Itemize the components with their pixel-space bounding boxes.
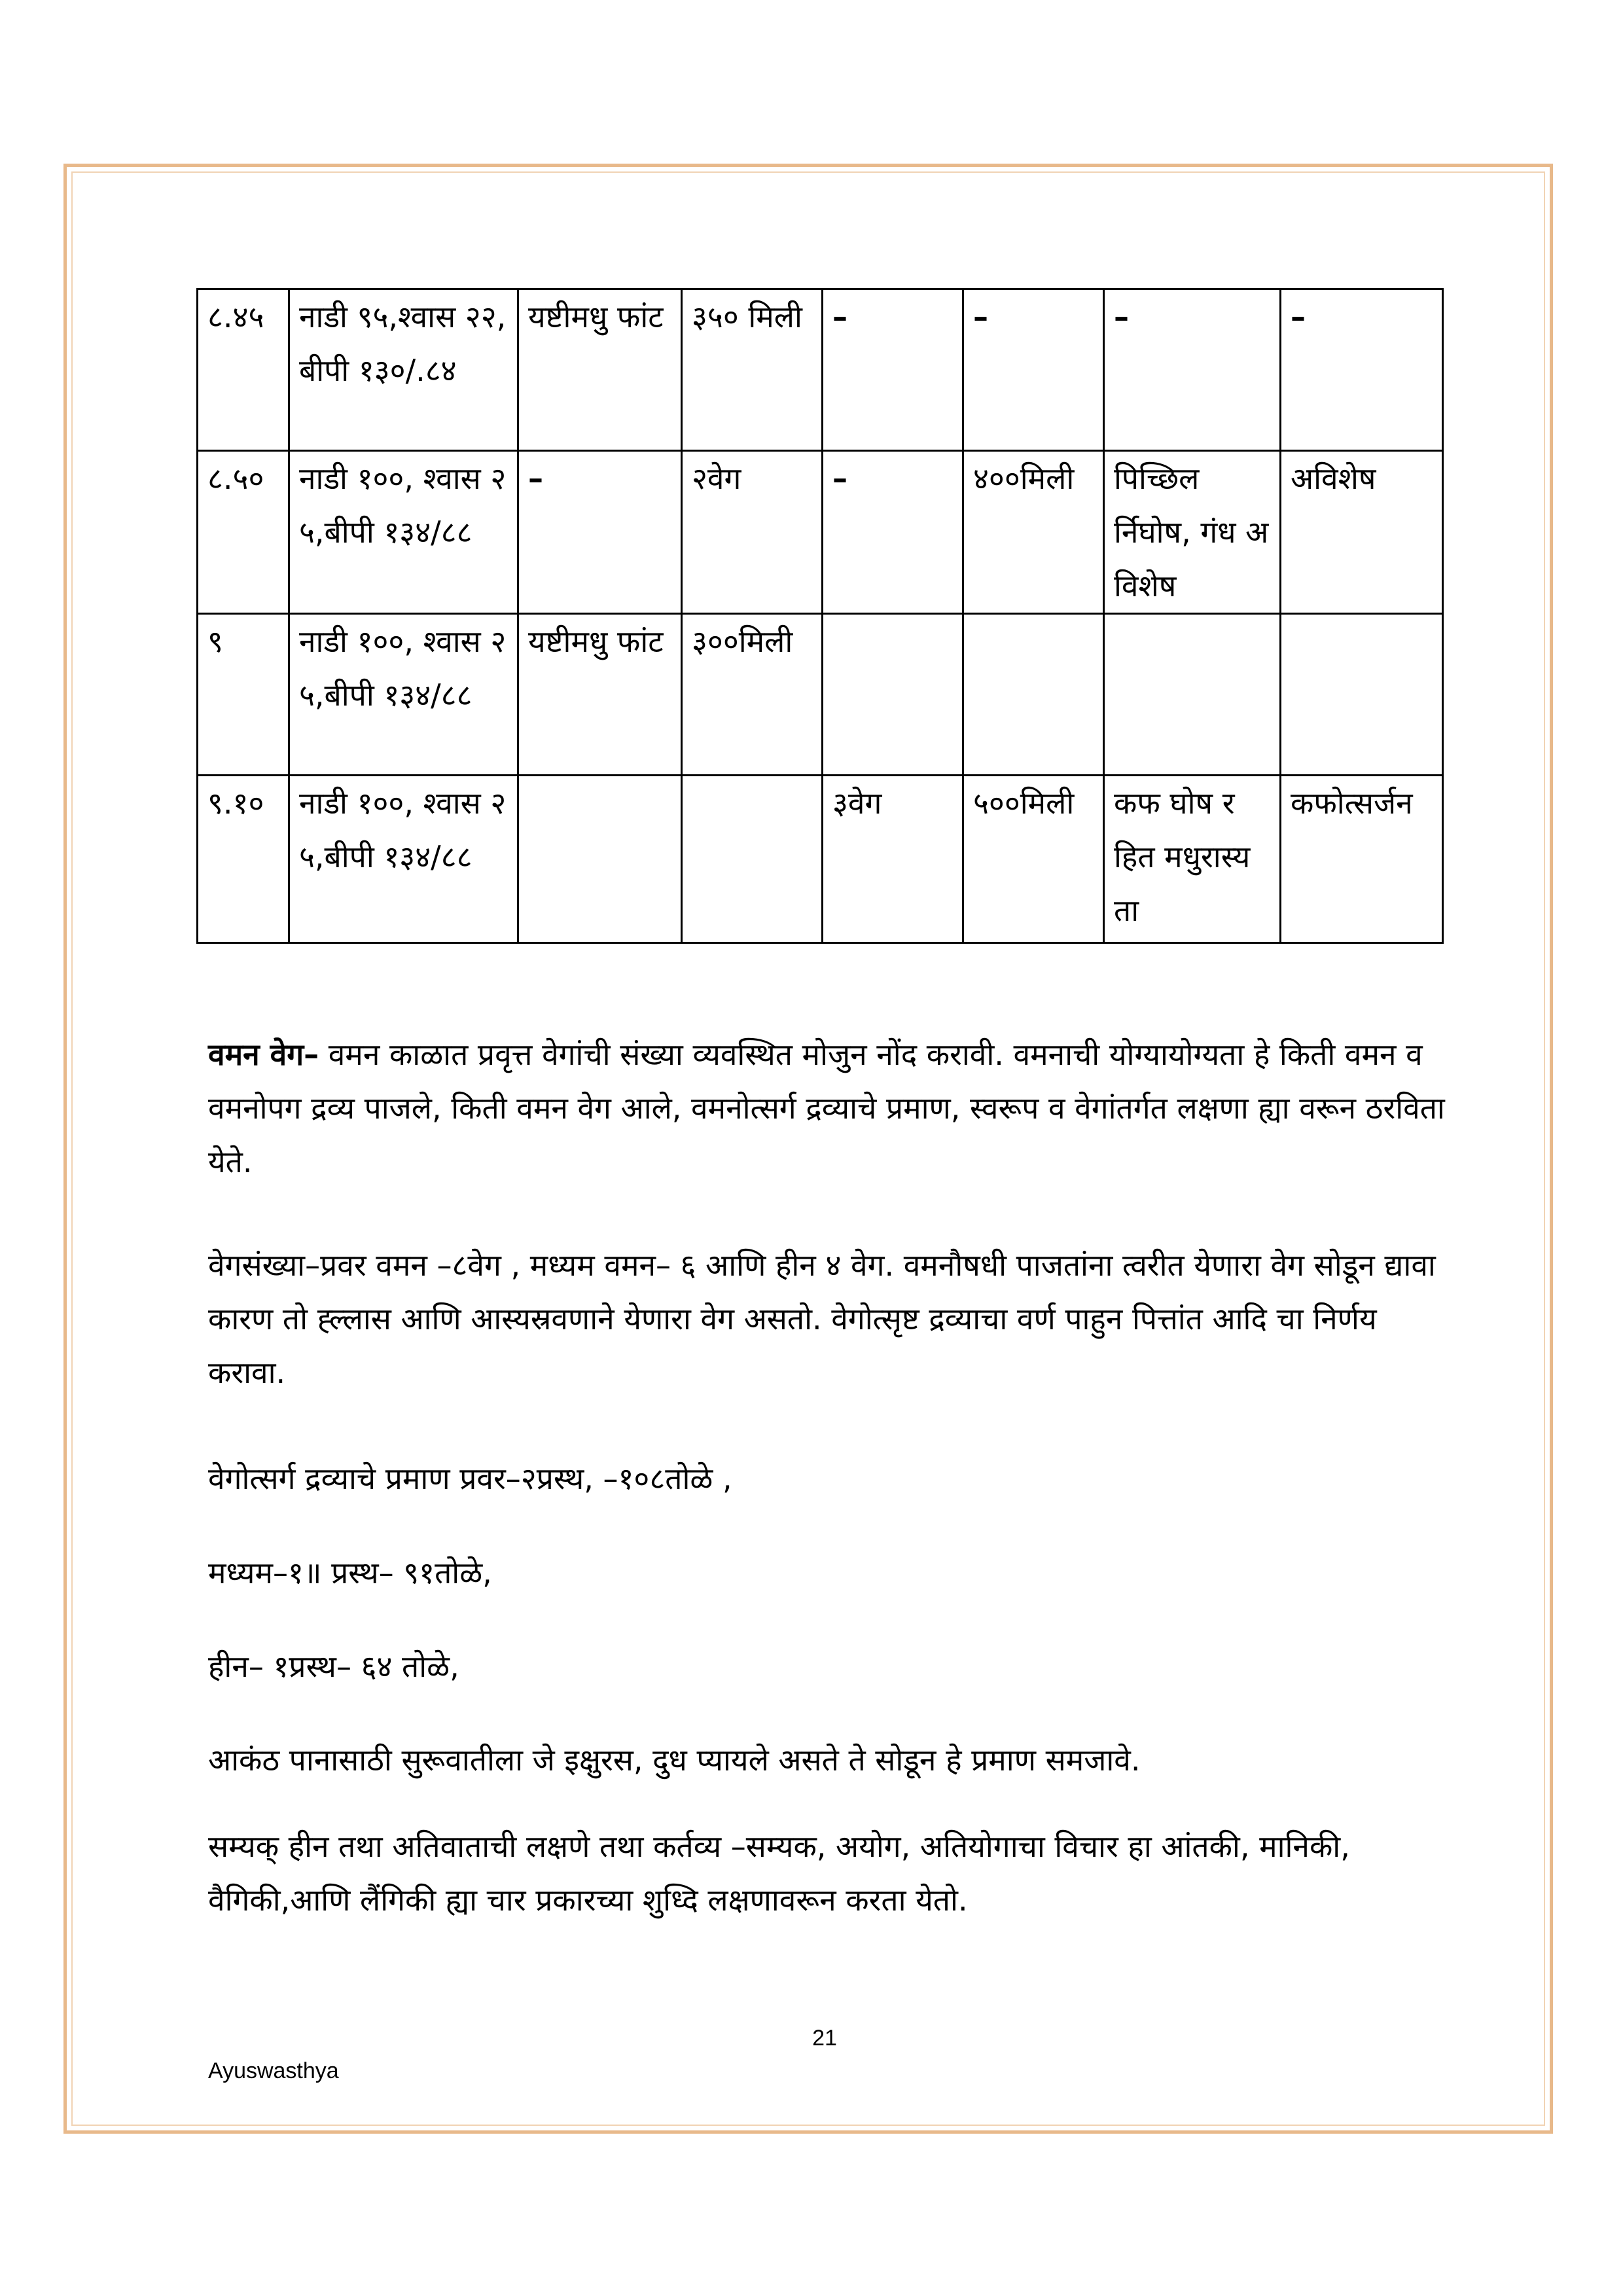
table-cell-remark: कफोत्सर्जन <box>1281 776 1443 943</box>
table-cell-drug: यष्टीमधु फांट <box>518 614 682 776</box>
table-row <box>198 776 1443 943</box>
table-cell-output: – <box>963 289 1104 451</box>
paragraph-samyak <box>208 1820 1452 1927</box>
table-cell-output: ४००मिली <box>963 451 1104 614</box>
page-number: 21 <box>812 2026 837 2051</box>
table-cell-vitals: नाडी १००, श्वास २५,बीपी १३४/८८ <box>289 614 518 776</box>
paragraph-heading: वमन वेग– <box>208 1037 319 1072</box>
table-cell-vega: ३वेग <box>823 776 963 943</box>
paragraph-pramana-heen <box>208 1640 1452 1693</box>
paragraph-text: सम्यक् हीन तथा अतिवाताची लक्षणे तथा कर्तव्य –सम्यक, अयोग, अतियोगाचा विचार हा आंतकी, मानिकी, वैगिकी,आणि लैंगिकी ह्या चार प्रकारच्या शुध्दि लक्षणावरून करता येतो. <box>208 1829 1350 1918</box>
table-cell-drug: – <box>518 451 682 614</box>
table-cell-nature: पिच्छिल र्निघोष, गंध अविशेष <box>1104 451 1281 614</box>
paragraph-text: आकंठ पानासाठी सुरूवातीला जे इक्षुरस, दुध प्यायले असते ते सोडून हे प्रमाण समजावे. <box>208 1742 1141 1778</box>
paragraph-pramana-pravar <box>208 1452 1452 1505</box>
paragraph-text: वमन काळात प्रवृत्त वेगांची संख्या व्यवस्थित मोजुन नोंद करावी. वमनाची योग्यायोग्यता हे किती वमन व वमनोपग द्रव्य पाजले, किती वमन वेग आले, वमनोत्सर्ग द्रव्याचे प्रमाण, स्वरूप व वेगांतर्गत लक्षणा ह्या वरून ठरविता येते. <box>208 1037 1445 1179</box>
table-row <box>198 289 1443 451</box>
table-cell-time: ९.१० <box>198 776 289 943</box>
vaman-observation-table <box>196 288 1444 944</box>
paragraph-text: वेगसंख्या–प्रवर वमन –८वेग , मध्यम वमन– ६ आणि हीन ४ वेग. वमनौषधी पाजतांना त्वरीत येणारा वेग सोडून द्यावा कारण तो ह्ल्लास आणि आस्यस्रवणाने येणारा वेग असतो. वेगोत्सृष्ट द्रव्याचा वर्ण पाहुन पित्तांत आदि चा निर्णय करावा. <box>208 1247 1436 1390</box>
table-cell-output <box>963 614 1104 776</box>
table-cell-vega: – <box>823 289 963 451</box>
table-cell-time: ९ <box>198 614 289 776</box>
table-cell-vega: – <box>823 451 963 614</box>
table-row <box>198 614 1443 776</box>
table-cell-remark: अविशेष <box>1281 451 1443 614</box>
table-cell-remark: – <box>1281 289 1443 451</box>
table-cell-vitals: नाडी ९५,श्वास २२,बीपी १३०/.८४ <box>289 289 518 451</box>
table-cell-nature: कफ घोष रहित मधुरास्यता <box>1104 776 1281 943</box>
paragraph-aakantha <box>208 1733 1452 1787</box>
table-cell-output: ५००मिली <box>963 776 1104 943</box>
paragraph-text: मध्यम–१॥ प्रस्थ– ९१तोळे, <box>208 1555 492 1590</box>
table-cell-time: ८.४५ <box>198 289 289 451</box>
table-cell-nature: – <box>1104 289 1281 451</box>
footer-label: Ayuswasthya <box>208 2058 339 2083</box>
table-cell-quantity <box>682 776 823 943</box>
table-cell-remark <box>1281 614 1443 776</box>
paragraph-text: वेगोत्सर्ग द्रव्याचे प्रमाण प्रवर–२प्रस्थ, –१०८तोळे , <box>208 1461 732 1496</box>
paragraph-vaman-vega <box>208 1028 1452 1189</box>
table-cell-time: ८.५० <box>198 451 289 614</box>
paragraph-pramana-madhyam <box>208 1546 1452 1600</box>
paragraph-text: हीन– १प्रस्थ– ६४ तोळे, <box>208 1649 459 1684</box>
table-cell-nature <box>1104 614 1281 776</box>
table-cell-quantity: २वेग <box>682 451 823 614</box>
table-cell-drug: यष्टीमधु फांट <box>518 289 682 451</box>
paragraph-vegsankhya <box>208 1238 1452 1399</box>
table-cell-quantity: ३००मिली <box>682 614 823 776</box>
table-cell-quantity: ३५० मिली <box>682 289 823 451</box>
table-cell-vitals: नाडी १००, श्वास २५,बीपी १३४/८८ <box>289 451 518 614</box>
table-row <box>198 451 1443 614</box>
table-cell-drug <box>518 776 682 943</box>
table-cell-vitals: नाडी १००, श्वास २५,बीपी १३४/८८ <box>289 776 518 943</box>
table-cell-vega <box>823 614 963 776</box>
